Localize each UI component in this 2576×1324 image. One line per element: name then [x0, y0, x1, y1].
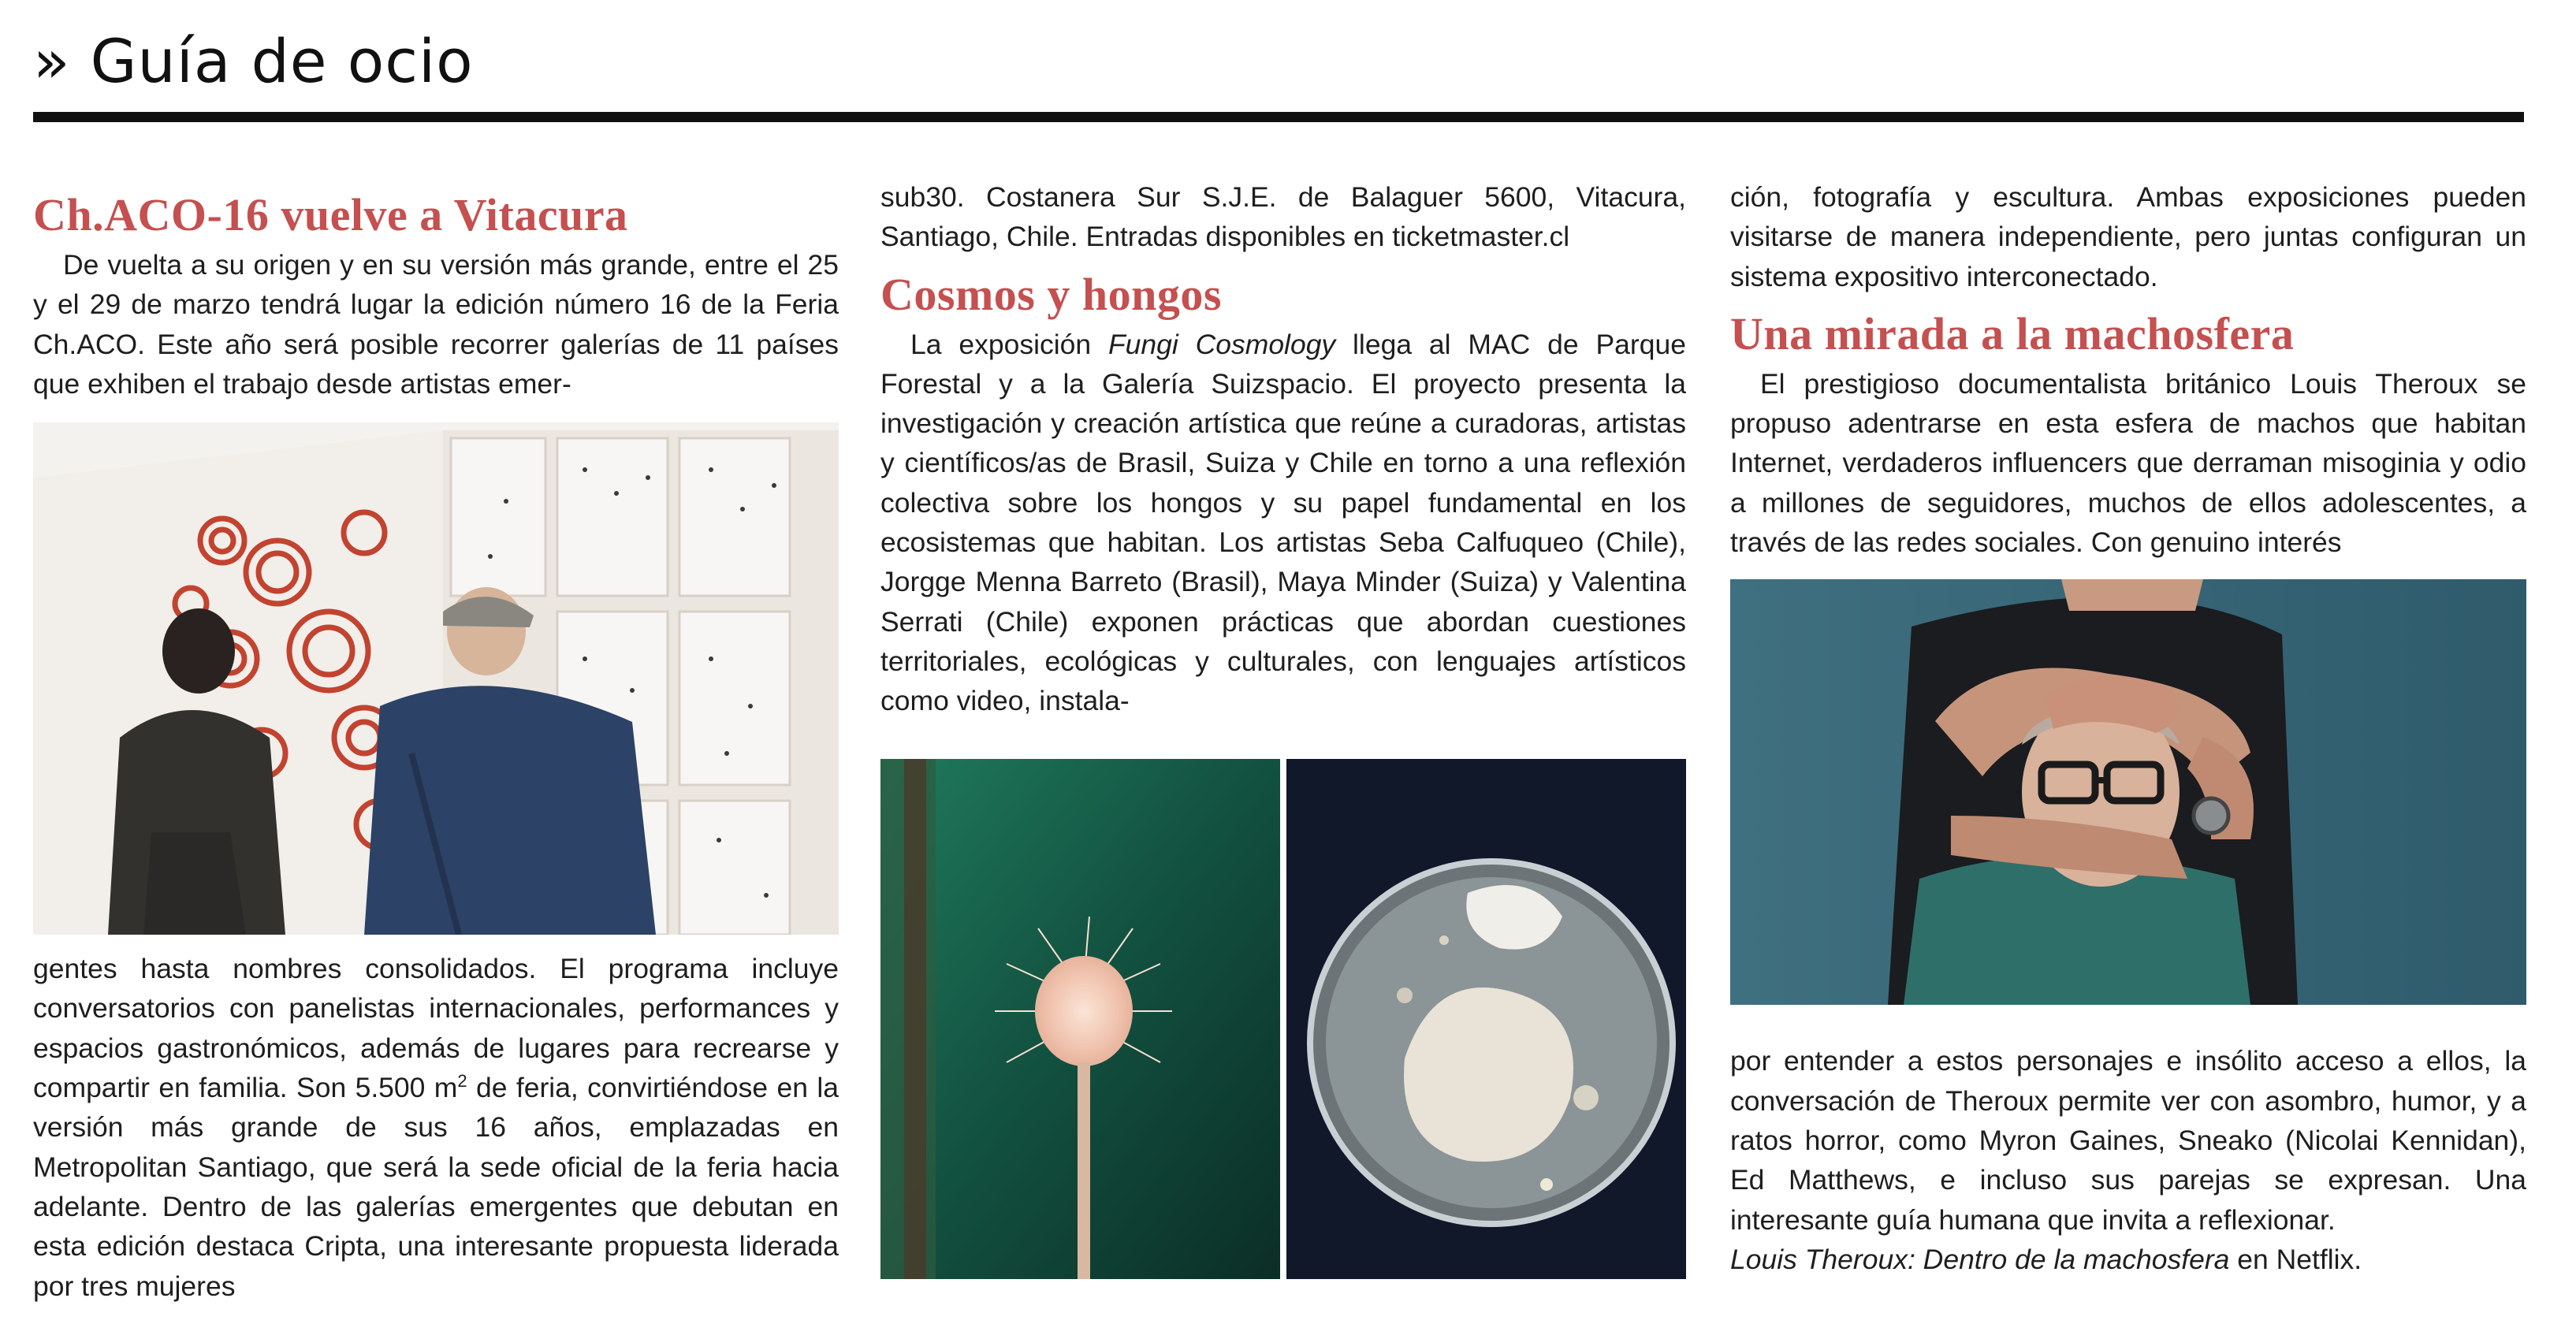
article-body-chaco-2a: gentes hasta nombres consolidados. El programa incluye conversatorios con panelistas internacionales, performances y espacios gastronómicos, además de lugares para recrearse y compartir en familia. Son 5.500 m [33, 953, 839, 1104]
photo-louis-theroux [1730, 579, 2526, 1005]
article-heading-machosfera: Una mirada a la machosfera [1730, 307, 2295, 359]
column-chaco [33, 177, 839, 1306]
header-rule [33, 112, 2524, 122]
article-body-fungi [880, 325, 1686, 721]
section-title: » Guía de ocio [33, 26, 474, 96]
article-body-chaco-1: De vuelta a su origen y en su versión más grande, entre el 25 y el 29 de marzo tendrá lugar la edición número 16 de la Feria Ch.ACO. Este año será posible recorrer galerías de 11 países que exhiben el trabajo desde artistas emer- [33, 249, 839, 400]
show-platform: en Netflix. [2229, 1243, 2362, 1275]
article-body-fungi-end: ción, fotografía y escultura. Ambas exposiciones pueden visitarse de manera independiente, pero juntas configuran un sistema expositivo interconectado. [1730, 181, 2526, 292]
show-credit [1730, 1240, 2526, 1279]
article-body-machosfera-1: El prestigioso documentalista británico Louis Theroux se propuso adentrarse en esta esfera de machos que habitan Internet, verdaderos influencers que derraman misoginia y odio a millones de seguidores, muchos de ellos adolescentes, a través de las redes sociales. Con genuino interés [1730, 367, 2526, 559]
article-body-chaco-2 [33, 949, 839, 1306]
photo-fungi-mushroom [880, 759, 1280, 1279]
column-fungi [880, 177, 1686, 1279]
column-machosfera [1730, 177, 2526, 1279]
article-body-fungi-b: llega al MAC de Parque Forestal y a la Galería Suizspacio. El proyecto presenta la investigación y creación artística que reúne a curadoras, artistas y científicos/as de Brasil, Suiza y Chile en torno a una reflexión colectiva sobre los hongos y su papel fundamental en los ecosistemas que habitan. Los artistas Seba Calfuqueo (Chile), Jorgge Menna Barreto (Brasil), Maya Minder (Suiza) y Valentina Serrati (Chile) exponen prácticas que abordan cuestiones territoriales, ecológicas y culturales, con lenguajes artísticos como video, instala- [880, 328, 1686, 717]
photo-chaco-gallery [33, 422, 839, 935]
section-header [33, 22, 2524, 125]
article-body-machosfera-2: por entender a estos personajes e insólito acceso a ellos, la conversación de Theroux permite ver con asombro, humor, y a ratos horror, como Myron Gaines, Sneako (Nicolai Kennidan), Ed Matthews, e incluso sus parejas se expresan. Una interesante guía humana que invita a reflexionar. [1730, 1045, 2526, 1236]
article-heading-chaco: Ch.ACO-16 vuelve a Vitacura [33, 189, 628, 240]
photo-fungi-pair [880, 759, 1686, 1279]
article-body-chaco-end: sub30. Costanera Sur S.J.E. de Balaguer 5600, Vitacura, Santiago, Chile. Entradas disponibles en ticketmaster.cl [880, 181, 1686, 253]
superscript: 2 [457, 1071, 467, 1092]
article-heading-fungi: Cosmos y hongos [880, 268, 1222, 320]
show-title: Louis Theroux: Dentro de la machosfera [1730, 1243, 2230, 1275]
photo-fungi-petri-dish [1286, 759, 1686, 1279]
exhibition-title: Fungi Cosmology [1107, 328, 1336, 360]
article-body-fungi-a: La exposición [910, 328, 1108, 360]
article-body-chaco-2b: de feria, convirtiéndose en la versión más grande de sus 16 años, emplazadas en Metropolitan Santiago, que será la sede oficial de la feria hacia adelante. Dentro de las galerías emergentes que debutan en esta edición destaca Cripta, una interesante propuesta liderada por tres mujeres [33, 1072, 839, 1302]
